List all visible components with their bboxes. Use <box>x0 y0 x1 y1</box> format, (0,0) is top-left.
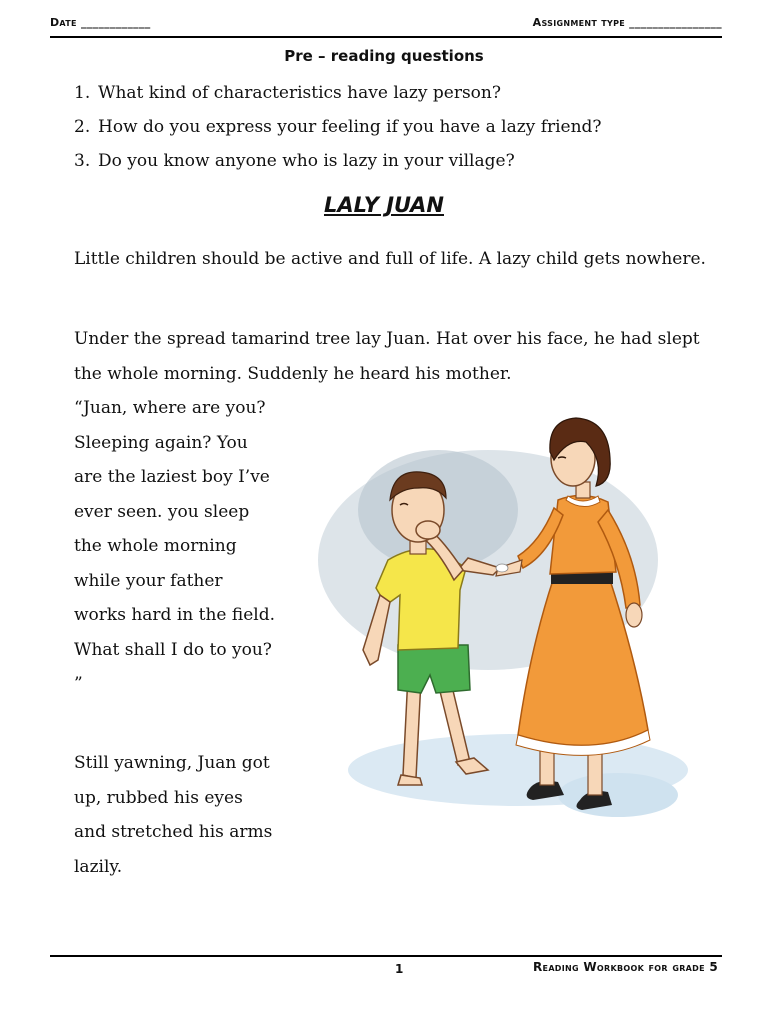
story-paragraph-mother-speech: “Juan, where are you? Sleeping again? You are the laziest boy I’ve ever seen. you sleep the whole morning while your father works hard in the field. What shall I do to you? ” <box>74 398 275 694</box>
story-paragraph-intro: Little children should be active and full of life. A lazy child gets nowhere. <box>74 249 706 269</box>
question-number: 3. <box>74 151 91 171</box>
footer-rule <box>50 955 722 957</box>
section-title: Pre – reading questions <box>284 47 484 65</box>
question-number: 2. <box>74 117 91 137</box>
header-rule <box>50 36 722 38</box>
juan-and-mother-illustration <box>318 390 698 850</box>
question-item <box>74 110 602 144</box>
question-item <box>74 144 602 178</box>
question-text: Do you know anyone who is lazy in your village? <box>98 151 515 171</box>
story-paragraph-tree: Under the spread tamarind tree lay Juan. Hat over his face, he had slept the whole morning. Suddenly he heard his mother. <box>74 329 700 384</box>
question-number: 1. <box>74 83 91 103</box>
story-title: LALY JUAN <box>323 193 444 217</box>
question-text: How do you express your feeling if you have a lazy friend? <box>98 117 602 137</box>
question-text: What kind of characteristics have lazy person? <box>98 83 501 103</box>
footer-book-title: Reading Workbook for grade 5 <box>533 960 718 974</box>
question-list <box>74 76 602 178</box>
page-header <box>50 14 722 38</box>
date-label: Date ____________ <box>50 16 151 29</box>
question-item <box>74 76 602 110</box>
assignment-type-label: Assignment type ________________ <box>532 16 722 29</box>
page-number: 1 <box>395 962 404 976</box>
story-paragraph-yawning: Still yawning, Juan got up, rubbed his eyes and stretched his arms lazily. <box>74 753 273 877</box>
